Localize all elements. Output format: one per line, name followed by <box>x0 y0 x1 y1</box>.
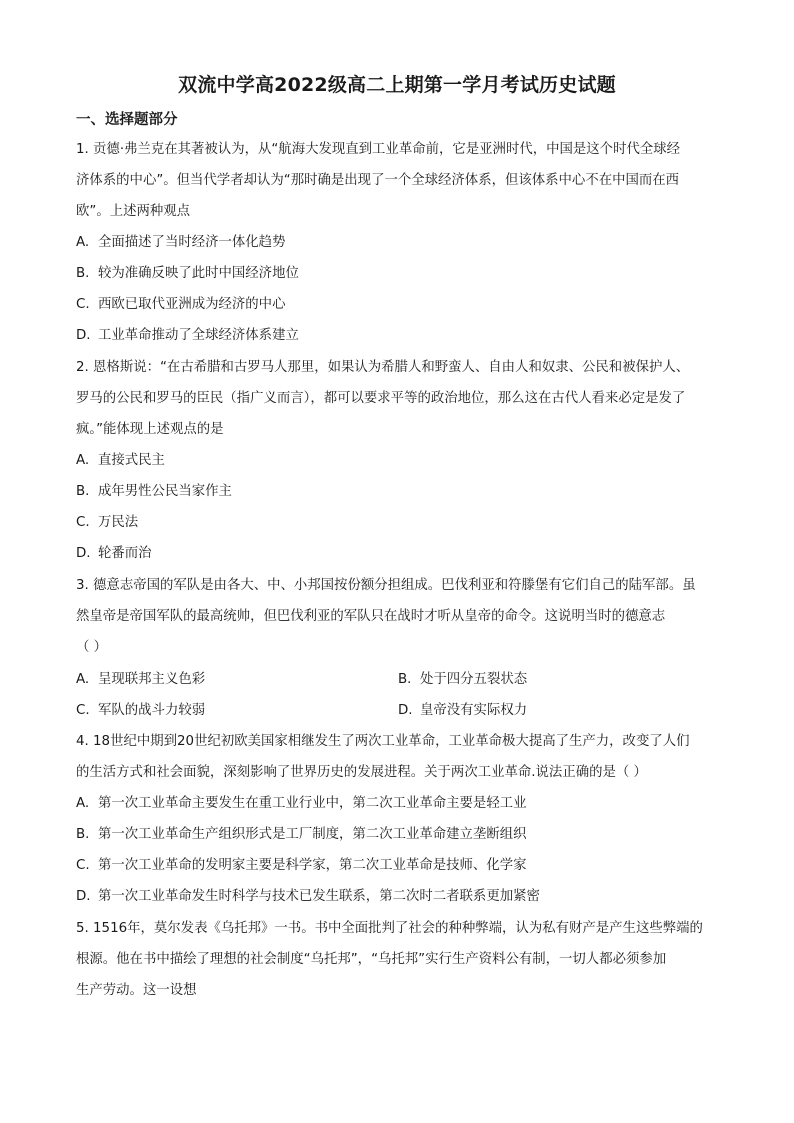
option-text: 工业革命推动了全球经济体系建立 <box>98 328 299 343</box>
option-text: 成年男性公民当家作主 <box>98 484 232 499</box>
option-letter: C. <box>76 703 90 718</box>
section-heading: 一、选择题部分 <box>76 112 178 128</box>
q4-stem-line-1: 4. 18世纪中期到20世纪初欧美国家相继发生了两次工业革命，工业革命极大提高了生产力，改变了人们 <box>76 734 690 749</box>
option-letter: A. <box>76 235 90 250</box>
q3-option-c[interactable] <box>76 701 205 721</box>
q3-stem-line-1: 3. 德意志帝国的军队是由各大、中、小邦国按份额分担组成。巴伐利亚和符滕堡有它们自己的陆军部。虽 <box>76 578 696 593</box>
option-letter: B. <box>76 266 90 281</box>
option-text: 直接式民主 <box>98 453 165 468</box>
q1-option-c[interactable] <box>76 295 285 315</box>
option-letter: A. <box>76 453 90 468</box>
page-title: 双流中学高2022级高二上期第一学月考试历史试题 <box>178 74 616 96</box>
option-text: 第一次工业革命生产组织形式是工厂制度，第二次工业革命建立垄断组织 <box>98 827 527 842</box>
option-letter: D. <box>76 889 91 904</box>
option-letter: D. <box>76 328 91 343</box>
option-text: 较为准确反映了此时中国经济地位 <box>98 266 299 281</box>
option-letter: B. <box>76 484 90 499</box>
option-text: 西欧已取代亚洲成为经济的中心 <box>98 297 286 312</box>
q3-option-d[interactable] <box>398 701 527 721</box>
q3-option-b[interactable] <box>398 670 527 690</box>
q2-stem-line-3: 疯。”能体现上述观点的是 <box>76 422 224 437</box>
q5-stem-line-3: 生产劳动。这一设想 <box>76 983 197 998</box>
option-text: 皇帝没有实际权力 <box>420 703 528 718</box>
option-text: 第一次工业革命的发明家主要是科学家，第二次工业革命是技师、化学家 <box>98 858 527 873</box>
q2-option-a[interactable] <box>76 451 165 471</box>
q3-option-a[interactable] <box>76 670 205 690</box>
option-text: 第一次工业革命主要发生在重工业行业中，第二次工业革命主要是轻工业 <box>98 796 527 811</box>
q1-option-b[interactable] <box>76 264 299 284</box>
option-text: 军队的战斗力较弱 <box>98 703 206 718</box>
q2-stem-line-1: 2. 恩格斯说：“在古希腊和古罗马人那里，如果认为希腊人和野蛮人、自由人和奴隶、公民和被保护人、 <box>76 360 690 375</box>
q4-option-d[interactable] <box>76 887 540 907</box>
option-text: 第一次工业革命发生时科学与技术已发生联系，第二次时二者联系更加紧密 <box>98 889 540 904</box>
q1-option-a[interactable] <box>76 233 285 253</box>
q2-stem-line-2: 罗马的公民和罗马的臣民（指广义而言），都可以要求平等的政治地位，那么这在古代人看来必定是发了 <box>76 391 686 406</box>
q5-stem-line-1: 5. 1516年，莫尔发表《乌托邦》一书。书中全面批判了社会的种种弊端，认为私有财产是产生这些弊端的 <box>76 921 703 936</box>
option-text: 万民法 <box>98 515 139 530</box>
q3-stem-line-2: 然皇帝是帝国军队的最高统帅，但巴伐利亚的军队只在战时才听从皇帝的命令。这说明当时的德意志 <box>76 609 666 624</box>
q2-option-b[interactable] <box>76 482 232 502</box>
q1-stem-line-2: 济体系的中心”。但当代学者却认为“那时确是出现了一个全球经济体系，但该体系中心不在中国而在西 <box>76 173 680 188</box>
option-letter: C. <box>76 858 90 873</box>
option-text: 轮番而治 <box>98 546 152 561</box>
option-letter: A. <box>76 796 90 811</box>
option-letter: D. <box>76 546 91 561</box>
q1-stem-line-3: 欧”。上述两种观点 <box>76 204 191 219</box>
q2-option-d[interactable] <box>76 544 152 564</box>
option-letter: C. <box>76 297 90 312</box>
q4-option-a[interactable] <box>76 794 527 814</box>
q1-option-d[interactable] <box>76 326 299 346</box>
option-letter: B. <box>76 827 90 842</box>
q2-option-c[interactable] <box>76 513 138 533</box>
option-letter: C. <box>76 515 90 530</box>
option-text: 呈现联邦主义色彩 <box>98 672 206 687</box>
q1-stem-line-1: 1. 贡德·弗兰克在其著被认为，从“航海大发现直到工业革命前，它是亚洲时代，中国是这个时代全球经 <box>76 142 681 157</box>
option-letter: D. <box>398 703 413 718</box>
option-letter: B. <box>398 672 412 687</box>
q4-option-c[interactable] <box>76 856 527 876</box>
option-text: 全面描述了当时经济一体化趋势 <box>98 235 286 250</box>
q3-stem-line-3: （ ） <box>76 640 108 655</box>
option-text: 处于四分五裂状态 <box>420 672 528 687</box>
q5-stem-line-2: 根源。他在书中描绘了理想的社会制度“乌托邦”，“乌托邦”实行生产资料公有制，一切人都必须参加 <box>76 952 667 967</box>
option-letter: A. <box>76 672 90 687</box>
q4-stem-line-2: 的生活方式和社会面貌，深刻影响了世界历史的发展进程。关于两次工业革命.说法正确的是（ ） <box>76 765 647 780</box>
q4-option-b[interactable] <box>76 825 527 845</box>
